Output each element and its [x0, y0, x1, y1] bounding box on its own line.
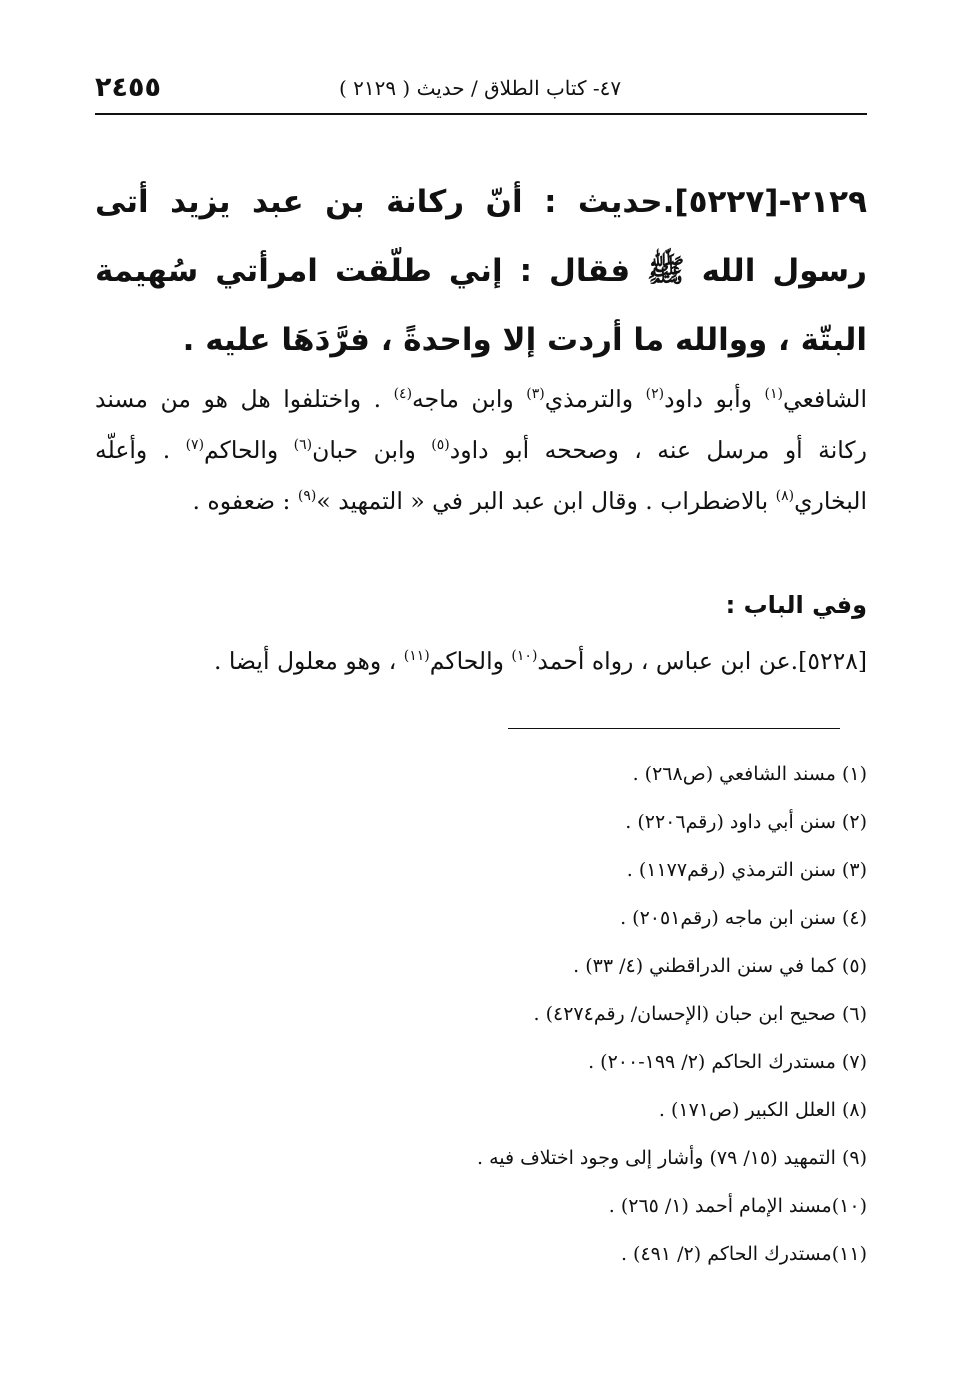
footnote-marker: (١) [764, 386, 784, 403]
commentary-text: وابن ماجه [412, 385, 527, 413]
section-reference: [٥٢٢٨] [798, 647, 867, 675]
footnote: (٩) التمهيد (١٥/ ٧٩) وأشار إلى وجود اختلاف فيه . [476, 1147, 867, 1169]
commentary-text: . واختلفوا هل هو من مسند ركانة أو مرسل عنه ، وصححه أبو داود [95, 385, 867, 464]
footnote: (٣) سنن الترمذي (رقم١١٧٧) . [626, 859, 867, 881]
commentary-text: والترمذي [544, 385, 646, 413]
related-narrations [95, 647, 867, 675]
section-text: ، وهو معلول أيضا . [213, 647, 404, 675]
header-divider [95, 113, 867, 115]
footnote: (١٠)مسند الإمام أحمد (١/ ٢٦٥) . [608, 1195, 867, 1217]
commentary-text: والحاكم [204, 436, 294, 464]
footnote: (١١)مستدرك الحاكم (٢/ ٤٩١) . [620, 1243, 867, 1265]
footnote: (٢) سنن أبي داود (رقم٢٢٠٦) . [625, 811, 867, 833]
footnote-marker: (١١) [403, 648, 430, 665]
footnotes-list [300, 750, 867, 1278]
footnote-marker: (٢) [645, 386, 665, 403]
running-title: ٤٧- كتاب الطلاق / حديث ( ٢١٢٩ ) [338, 76, 622, 100]
page-number: ٢٤٥٥ [95, 72, 161, 103]
hadith-reference: [٥٢٢٧] [674, 184, 779, 220]
footnote-divider [508, 728, 840, 729]
section-text: والحاكم [429, 647, 512, 675]
footnote: (٦) صحيح ابن حبان (الإحسان/ رقم٤٢٧٤) . [533, 1003, 867, 1025]
commentary-text: . وأعلّه البخاري [95, 436, 867, 515]
footnote: (١) مسند الشافعي (ص٢٦٨) . [632, 763, 867, 785]
footnote-marker: (٩) [297, 488, 317, 505]
footnote-marker: (٧) [185, 437, 205, 454]
footnote-marker: (٦) [293, 437, 313, 454]
commentary-paragraph [95, 374, 867, 527]
footnote-marker: (٨) [775, 488, 795, 505]
page-header [95, 72, 865, 108]
commentary-text: وأبو داود [664, 385, 765, 413]
footnote-marker: (٤) [393, 386, 413, 403]
section-heading: وفي الباب : [725, 591, 867, 619]
commentary-text: وابن حبان [312, 436, 432, 464]
footnote-marker: (٣) [526, 386, 545, 403]
footnote: (٤) سنن ابن ماجه (رقم٢٠٥١) . [620, 907, 867, 929]
hadith-text: حديث : أنّ ركانة بن عبد يزيد أتى رسول الله ﷺ فقال : إني طلّقت امرأتي سُهيمة البتّة ، ووالله ما أردت إلا واحدةً ، فرَّدَهَا عليه . [95, 184, 867, 358]
footnote: (٧) مستدرك الحاكم (٢/ ١٩٩-٢٠٠) . [588, 1051, 867, 1073]
footnote-marker: (١٠) [511, 648, 538, 665]
commentary-text: الشافعي [783, 385, 867, 413]
commentary-text: : ضعفوه . [192, 487, 298, 515]
section-text: .عن ابن عباس ، رواه أحمد [537, 647, 799, 675]
commentary-text: بالاضطراب . وقال ابن عبد البر في « التمهيد » [316, 487, 776, 515]
footnote: (٥) كما في سنن الدراقطني (٤/ ٣٣) . [573, 955, 867, 977]
hadith-paragraph: ٢١٢٩-[٥٢٢٧].حديث : أنّ ركانة بن عبد يزيد أتى رسول الله ﷺ فقال : إني طلّقت امرأتي سُهيمة البتّة ، ووالله ما أردت إلا واحدةً ، فرَّدَهَا عليه . [95, 184, 867, 358]
footnote: (٨) العلل الكبير (ص١٧١) . [658, 1099, 867, 1121]
hadith-number: ٢١٢٩ [791, 184, 867, 220]
footnote-marker: (٥) [431, 437, 450, 454]
